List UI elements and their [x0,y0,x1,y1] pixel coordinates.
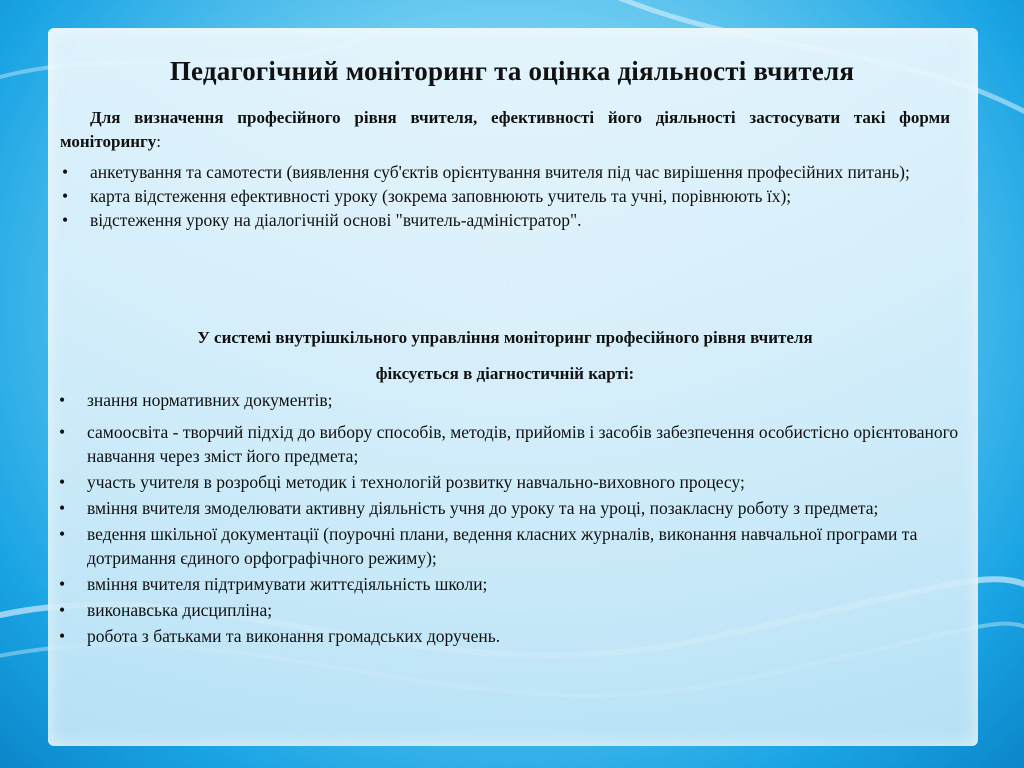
list-item: • вміння вчителя підтримувати життєдіяльність школи; [55,572,1005,596]
section-heading [60,320,950,392]
list-item: • анкетування та самотести (виявлення суб'єктів орієнтування вчителя під час вирішення професійних питань); [58,160,958,184]
intro-paragraph [60,106,950,154]
section-heading-line1: У системі внутрішкільного управління моніторинг професійного рівня вчителя [197,328,813,347]
diagnostic-criteria-list [55,388,1005,650]
intro-bold-text: Для визначення професійного рівня вчителя, ефективності його діяльності застосувати такі форми моніторингу [60,108,950,151]
list-item: • відстеження уроку на діалогічній основі "вчитель-адміністратор". [58,208,958,232]
monitoring-forms-list [58,160,958,232]
list-item: • участь учителя в розробці методик і технологій розвитку навчально-виховного процесу; [55,470,1005,494]
list-item: • виконавська дисципліна; [55,598,1005,622]
slide-title: Педагогічний моніторинг та оцінка діяльності вчителя [169,56,855,86]
section-heading-line2: фіксується в діагностичній карті: [375,364,635,383]
list-item: • ведення шкільної документації (поурочні плани, ведення класних журналів, виконання навчальної програми та дотримання єдиного орфографічного режиму); [55,522,1005,570]
intro-colon: : [156,132,161,151]
list-item: • карта відстеження ефективності уроку (зокрема заповнюють учитель та учні, порівнюють їх); [58,184,958,208]
list-item: • робота з батьками та виконання громадських доручень. [55,624,1005,648]
list-item: • самоосвіта - творчий підхід до вибору способів, методів, прийомів і засобів забезпечення особистісно орієнтованого навчання через зміст його предмета; [55,420,1005,468]
list-item: • знання нормативних документів; [55,388,1005,412]
list-item: • вміння вчителя змоделювати активну діяльність учня до уроку та на уроці, позакласну роботу з предмета; [55,496,1005,520]
